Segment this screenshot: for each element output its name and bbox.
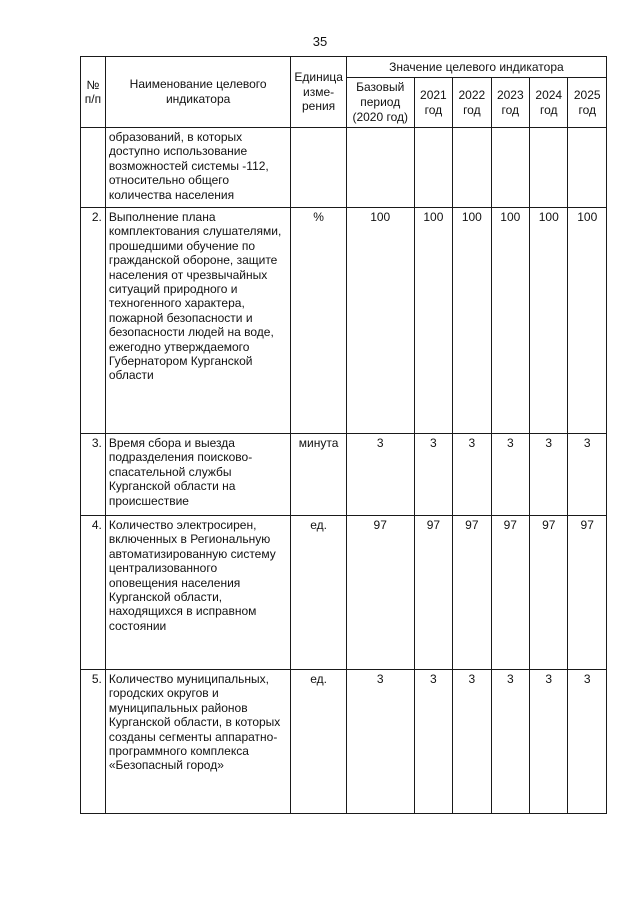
row-value-2023: 3: [491, 670, 529, 814]
row-number: 5.: [81, 670, 106, 814]
row-name: Выполнение плана комплектования слушателями, прошедшими обучение по гражданской обороне, защите населения от чрезвычайных ситуаций природного и техногенного характера, пожарной безопасности и безопасности людей на воде, ежегодно утверждаемого Губернатором Курганской области: [105, 208, 291, 434]
row-unit: [291, 128, 346, 208]
table-row: [81, 208, 607, 434]
page-number: 35: [312, 34, 328, 49]
row-value-2024: 97: [530, 516, 568, 670]
header-unit: Единица изме-рения: [291, 57, 346, 128]
row-number: 2.: [81, 208, 106, 434]
row-value-2021: 3: [414, 670, 452, 814]
row-value-2021: 97: [414, 516, 452, 670]
row-value-2025: 100: [568, 208, 607, 434]
row-value-base: 100: [346, 208, 414, 434]
header-number: № п/п: [81, 57, 106, 128]
table-row: [81, 670, 607, 814]
row-value-2021: 3: [414, 434, 452, 516]
row-unit: ед.: [291, 516, 346, 670]
row-name: Время сбора и выезда подразделения поисково-спасательной службы Курганской области на происшествие: [105, 434, 291, 516]
header-period-base: Базовый период (2020 год): [346, 78, 414, 128]
row-value-2023: 100: [491, 208, 529, 434]
row-value-2025: [568, 128, 607, 208]
header-period-2025: 2025 год: [568, 78, 607, 128]
row-value-2021: 100: [414, 208, 452, 434]
table-row: [81, 128, 607, 208]
header-period-2024: 2024 год: [530, 78, 568, 128]
row-value-2022: 3: [453, 434, 491, 516]
header-name: Наименование целевого индикатора: [105, 57, 291, 128]
row-value-2022: 100: [453, 208, 491, 434]
row-value-2024: 3: [530, 670, 568, 814]
row-value-base: 97: [346, 516, 414, 670]
table-row: [81, 516, 607, 670]
row-name: Количество электросирен, включенных в Региональную автоматизированную систему централизованного оповещения населения Курганской области, находящихся в исправном состоянии: [105, 516, 291, 670]
row-value-base: 3: [346, 434, 414, 516]
header-period-2021: 2021 год: [414, 78, 452, 128]
row-value-2024: 100: [530, 208, 568, 434]
row-value-base: [346, 128, 414, 208]
row-value-2023: [491, 128, 529, 208]
indicator-table: [80, 56, 607, 814]
row-value-2023: 97: [491, 516, 529, 670]
row-number: 3.: [81, 434, 106, 516]
row-value-2022: 97: [453, 516, 491, 670]
row-value-2022: 3: [453, 670, 491, 814]
row-value-2025: 3: [568, 434, 607, 516]
header-row: [81, 57, 607, 78]
row-unit: ед.: [291, 670, 346, 814]
row-value-2023: 3: [491, 434, 529, 516]
row-value-2025: 97: [568, 516, 607, 670]
row-unit: %: [291, 208, 346, 434]
row-number: [81, 128, 106, 208]
row-name: образований, в которых доступно использование возможностей системы -112, относительно общего количества населения: [105, 128, 291, 208]
row-number: 4.: [81, 516, 106, 670]
row-name: Количество муниципальных, городских округов и муниципальных районов Курганской области, в которых созданы сегменты аппаратно-программного комплекса «Безопасный город»: [105, 670, 291, 814]
header-period-2023: 2023 год: [491, 78, 529, 128]
table-row: [81, 434, 607, 516]
row-unit: минута: [291, 434, 346, 516]
row-value-2022: [453, 128, 491, 208]
row-value-2021: [414, 128, 452, 208]
row-value-2024: 3: [530, 434, 568, 516]
row-value-2025: 3: [568, 670, 607, 814]
header-period-2022: 2022 год: [453, 78, 491, 128]
row-value-2024: [530, 128, 568, 208]
header-value-group: Значение целевого индикатора: [346, 57, 606, 78]
row-value-base: 3: [346, 670, 414, 814]
